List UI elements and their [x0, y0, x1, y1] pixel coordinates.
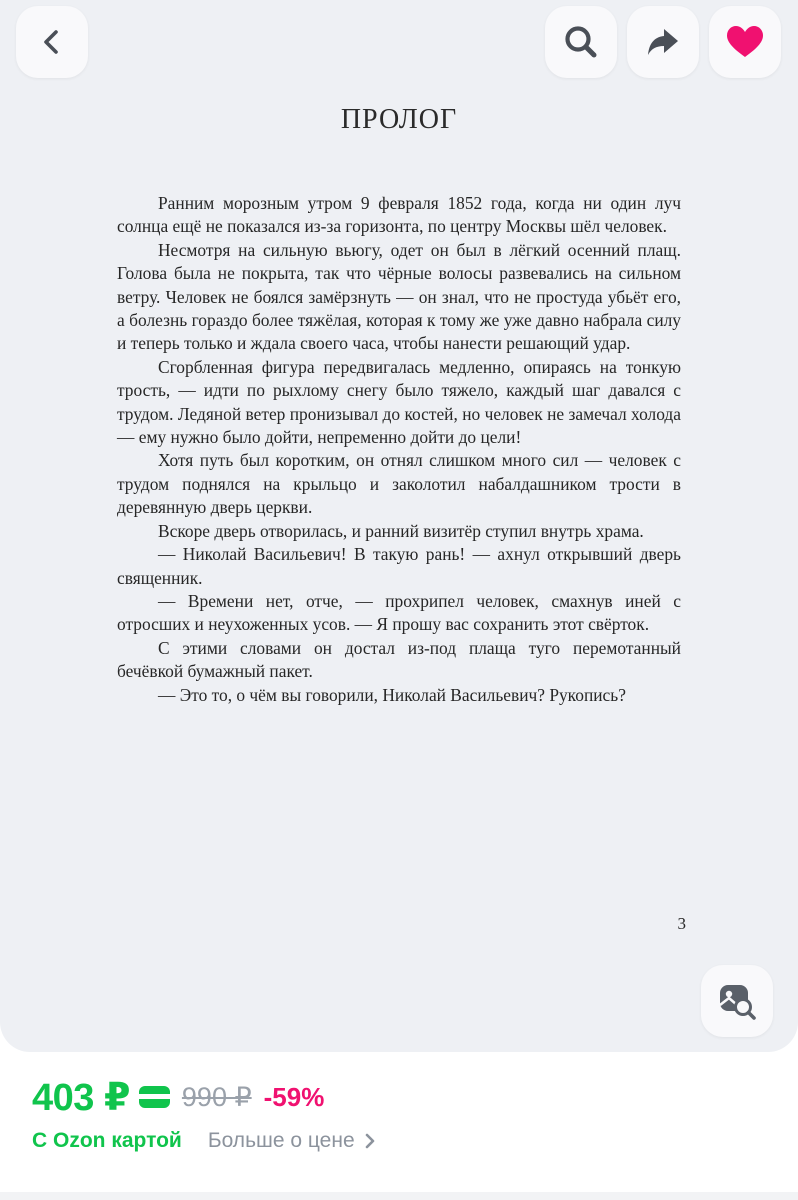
search-button[interactable]	[545, 6, 617, 78]
book-page-text	[117, 192, 681, 707]
old-price: 990 ₽	[181, 1081, 252, 1112]
book-paragraph: — Времени нет, отче, — прохрипел человек, смахнув иней с отросших и неухоженных усов. — Я прошу вас сохранить этот свёрток.	[117, 590, 681, 635]
chevron-left-icon	[38, 28, 66, 56]
book-page-title: ПРОЛОГ	[340, 104, 458, 135]
book-page-number: 3	[677, 914, 686, 933]
image-search-button[interactable]	[701, 965, 773, 1037]
image-search-icon	[717, 981, 757, 1021]
search-icon	[563, 24, 599, 60]
share-arrow-icon	[645, 24, 681, 60]
book-paragraph: Хотя путь был коротким, он отнял слишком много сил — человек с трудом поднялся на крыльцо и заколотил набалдашником трости в деревянную дверь церкви.	[117, 450, 681, 518]
ozon-card-label: С Ozon картой	[32, 1129, 182, 1152]
favorite-button[interactable]	[709, 6, 781, 78]
more-about-price-link[interactable]	[208, 1129, 376, 1153]
book-paragraph: Ранним морозным утром 9 февраля 1852 года, когда ни один луч солнца ещё не показался из-за горизонта, по центру Москвы шёл человек.	[117, 193, 681, 237]
heart-icon	[726, 25, 764, 59]
book-paragraph: Сгорбленная фигура передвигалась медленно, опираясь на тонкую трость, — идти по рыхлому снегу было тяжело, каждый шаг давался с трудом. Ледяной ветер пронизывал до костей, но человек не замечал холода — ему нужно было дойти, непременно дойти до цели!	[117, 356, 681, 448]
book-paragraph: Вскоре дверь отворилась, и ранний визитёр ступил внутрь храма.	[158, 520, 644, 541]
back-button[interactable]	[16, 6, 88, 78]
card-icon	[139, 1086, 170, 1108]
discount-badge: -59%	[263, 1081, 325, 1112]
current-price: 403 ₽	[32, 1076, 130, 1119]
book-paragraph: — Это то, о чём вы говорили, Николай Васильевич? Рукопись?	[158, 684, 626, 705]
book-paragraph: Несмотря на сильную вьюгу, одет он был в лёгкий осенний плащ. Голова была не покрыта, так что чёрные волосы развевались на сильном ветру. Человек не боялся замёрзнуть — он знал, что не простуда убьёт его, а болезнь гораздо более тяжёлая, которая к тому же уже давно набрала силу и теперь только и ждала своего часа, чтобы нанести решающий удар.	[117, 239, 681, 354]
chevron-right-icon	[365, 1133, 376, 1149]
share-button[interactable]	[627, 6, 699, 78]
price-details	[32, 1126, 376, 1156]
price-row	[32, 1073, 324, 1121]
more-about-price-label: Больше о цене	[207, 1129, 355, 1152]
book-paragraph: — Николай Васильевич! В такую рань! — ахнул открывший дверь священник.	[117, 544, 681, 588]
section-divider	[0, 1192, 798, 1200]
book-paragraph: С этими словами он достал из-под плаща туго перемотанный бечёвкой бумажный пакет.	[117, 637, 681, 682]
